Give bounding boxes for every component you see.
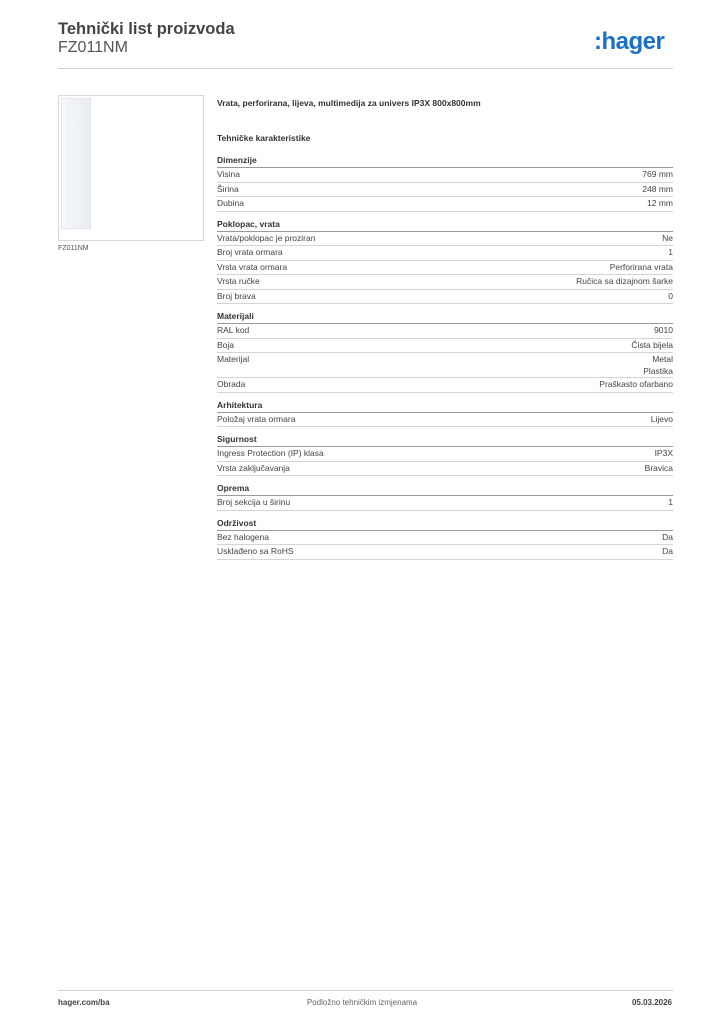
section-heading: Materijali xyxy=(217,310,673,324)
spec-value-line: Bravica xyxy=(644,462,673,473)
spec-value-line: Lijevo xyxy=(650,413,673,424)
spec-row xyxy=(217,462,673,477)
spec-value-line: 9010 xyxy=(654,325,673,335)
spec-label: Širina xyxy=(217,183,239,194)
spec-row xyxy=(217,168,673,183)
section-heading: Arhitektura xyxy=(217,399,673,413)
spec-label: Bez halogena xyxy=(217,531,269,542)
footer-notice: Podložno tehničkim izmjenama xyxy=(306,998,418,1007)
spec-label: Vrsta zaključavanja xyxy=(217,462,290,473)
page-title: Tehnički list proizvoda xyxy=(58,20,235,38)
footer-divider xyxy=(58,990,673,991)
section-heading: Poklopac, vrata xyxy=(217,218,673,232)
spec-row xyxy=(217,545,673,560)
spec-value xyxy=(668,290,673,302)
spec-section xyxy=(217,399,673,428)
product-code: FZ011NM xyxy=(58,39,128,56)
spec-section xyxy=(217,482,673,511)
spec-value xyxy=(655,447,673,459)
image-caption: FZ011NM xyxy=(58,245,89,252)
spec-value-line: 1 xyxy=(668,247,673,257)
spec-row xyxy=(217,275,673,290)
spec-value xyxy=(642,183,673,195)
spec-label: Boja xyxy=(217,339,235,350)
spec-label: Vrsta ručke xyxy=(217,276,260,286)
spec-value-line: Praškasto ofarbano xyxy=(599,379,673,389)
footer-website: hager.com/ba xyxy=(58,998,110,1007)
spec-row xyxy=(217,183,673,198)
footer-date: 05.03.2026 xyxy=(631,998,672,1007)
spec-row xyxy=(217,246,673,261)
spec-label: Broj sekcija u širinu xyxy=(217,497,291,507)
spec-section xyxy=(217,218,673,305)
product-description: Vrata, perforirana, lijeva, multimedija za univers IP3X 800x800mm xyxy=(217,98,481,108)
spec-value-line: Plastika xyxy=(643,366,673,376)
spec-row xyxy=(217,496,673,511)
spec-row xyxy=(217,324,673,339)
spec-row xyxy=(217,531,673,546)
spec-label: Usklađeno sa RoHS xyxy=(217,546,294,556)
spec-value-line: Ne xyxy=(662,232,673,243)
spec-label: Broj vrata ormara xyxy=(217,247,283,257)
spec-value xyxy=(668,246,673,258)
spec-value xyxy=(662,545,673,557)
door-illustration xyxy=(61,98,91,229)
logo-text: :hager xyxy=(594,28,665,55)
spec-value xyxy=(662,531,673,543)
spec-value-line: IP3X xyxy=(654,448,673,458)
spec-value xyxy=(631,339,673,351)
spec-value-line: Čista bijela xyxy=(631,339,673,350)
spec-value-line: Metal xyxy=(652,354,673,364)
section-heading: Oprema xyxy=(217,482,673,496)
spec-value xyxy=(610,261,673,273)
spec-label: Dubina xyxy=(217,198,244,208)
spec-value-line: Da xyxy=(662,531,673,542)
spec-row xyxy=(217,378,673,393)
spec-label: Materijal xyxy=(217,354,250,364)
spec-label: Položaj vrata ormara xyxy=(217,413,296,424)
spec-value xyxy=(576,275,673,287)
characteristics-title: Tehničke karakteristike xyxy=(217,133,311,143)
spec-value xyxy=(643,353,673,377)
spec-label: Vrata/poklopac je proziran xyxy=(217,232,316,243)
product-image xyxy=(58,95,204,241)
spec-row xyxy=(217,197,673,212)
spec-value-line: Da xyxy=(662,546,673,556)
spec-sections xyxy=(217,154,673,560)
spec-value xyxy=(662,232,673,244)
spec-value-line: Perforirana vrata xyxy=(609,261,673,272)
spec-value-line: Ručica sa dizajnom šarke xyxy=(576,276,673,286)
section-heading: Dimenzije xyxy=(217,154,673,168)
door-panel xyxy=(67,103,85,224)
spec-value-line: 12 mm xyxy=(647,198,673,208)
section-heading: Sigurnost xyxy=(217,433,673,447)
spec-row xyxy=(217,353,673,378)
spec-row xyxy=(217,339,673,354)
spec-value-line: 248 mm xyxy=(642,183,673,194)
spec-value-line: 1 xyxy=(668,497,673,507)
spec-value xyxy=(668,496,673,508)
spec-row xyxy=(217,447,673,462)
spec-value xyxy=(654,324,673,336)
spec-value-line: 0 xyxy=(668,290,673,301)
spec-section xyxy=(217,154,673,212)
spec-label: Ingress Protection (IP) klasa xyxy=(217,448,324,458)
spec-row xyxy=(217,290,673,305)
spec-row xyxy=(217,232,673,247)
hager-logo xyxy=(594,27,674,57)
spec-value-line: 769 mm xyxy=(642,169,673,179)
spec-value xyxy=(645,462,673,474)
spec-label: Broj brava xyxy=(217,290,256,301)
header-divider xyxy=(58,68,673,69)
spec-section xyxy=(217,433,673,476)
spec-value xyxy=(642,168,673,180)
spec-row xyxy=(217,261,673,276)
spec-label: Visina xyxy=(217,169,240,179)
spec-content xyxy=(217,96,673,560)
spec-value xyxy=(651,413,673,425)
spec-row xyxy=(217,413,673,428)
spec-section xyxy=(217,517,673,560)
spec-section xyxy=(217,310,673,393)
spec-value xyxy=(647,197,673,209)
spec-label: RAL kod xyxy=(217,325,250,335)
spec-label: Vrsta vrata ormara xyxy=(217,261,288,272)
spec-value xyxy=(599,378,673,390)
section-heading: Održivost xyxy=(217,517,673,531)
spec-label: Obrada xyxy=(217,379,246,389)
